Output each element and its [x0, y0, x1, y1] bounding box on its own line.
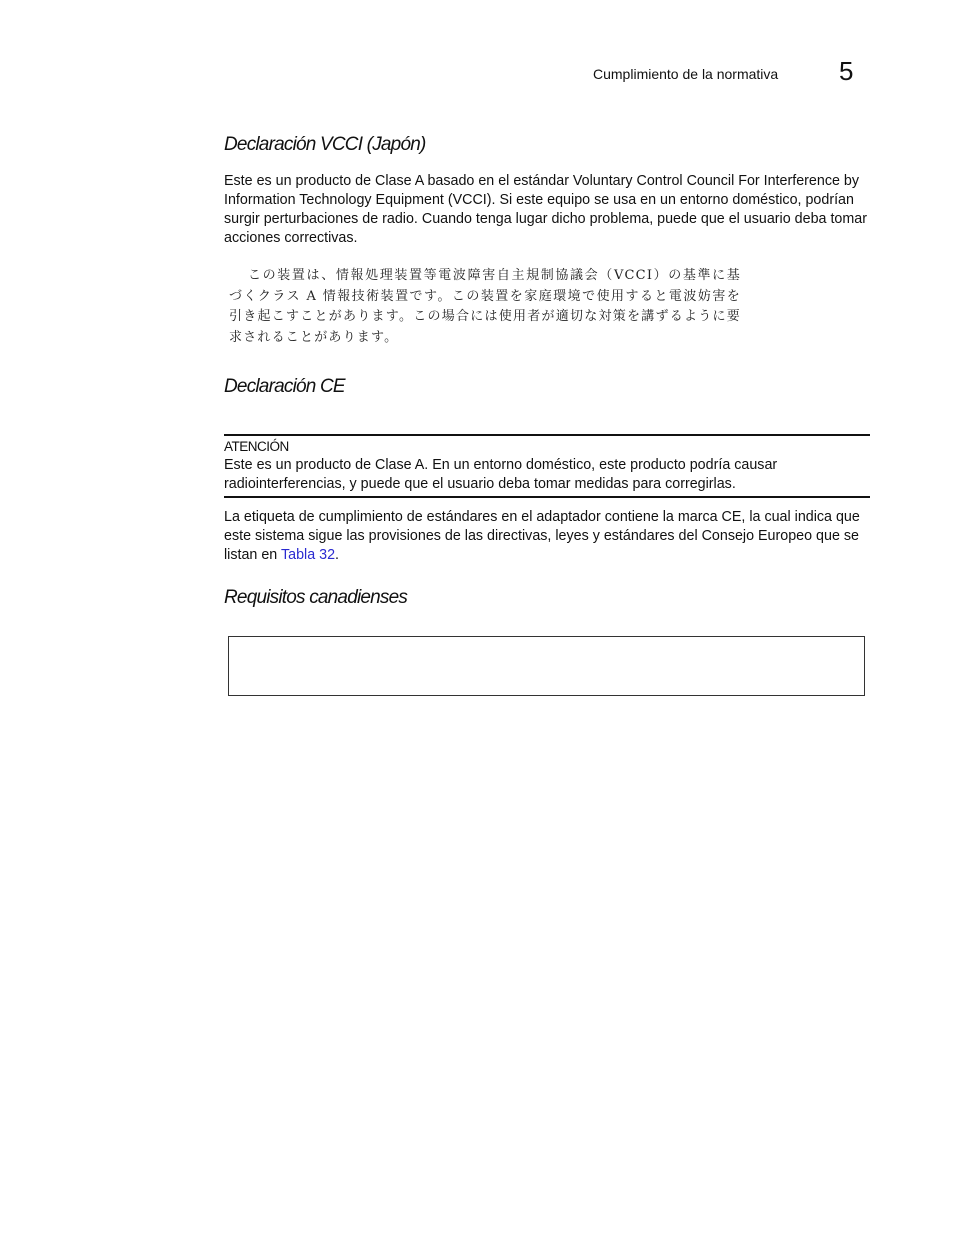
header-chapter-title: Cumplimiento de la normativa — [593, 66, 779, 82]
ce-heading: Declaración CE — [224, 376, 345, 397]
notice-label: ATENCIÓN — [224, 439, 289, 454]
ce-body — [224, 508, 870, 565]
canada-heading: Requisitos canadienses — [224, 587, 408, 608]
vcci-heading: Declaración VCCI (Japón) — [224, 134, 426, 155]
notice-text: Este es un producto de Clase A. En un entorno doméstico, este producto podría causar radiointerferencias, y puede que el usuario deba tomar medidas para corregirlas. — [224, 457, 778, 492]
notice-top-rule — [224, 434, 870, 436]
ce-body-text: La etiqueta de cumplimiento de estándares en el adaptador contiene la marca CE, la cual indica que este sistema sigue las provisiones de las directivas, leyes y estándares del Consejo Europeo que se listan en — [224, 509, 860, 563]
notice-bottom-rule — [224, 496, 870, 498]
empty-content-box — [228, 636, 865, 696]
table-32-link[interactable]: Tabla 32 — [280, 547, 336, 563]
vcci-japanese-statement: この装置は、情報処理装置等電波障害自主規制協議会（VCCI）の基準に基づくクラス A 情報技術装置です。この装置を家庭環境で使用すると電波妨害を引き起こすことがあります。この場合には使用者が適切な対策を講ずるように要求されることがあります。 — [229, 268, 741, 345]
ce-body-end: . — [335, 547, 340, 563]
vcci-body: Este es un producto de Clase A basado en el estándar Voluntary Control Council For Interference by Information Technology Equipment (VCCI). Si este equipo se usa en un entorno doméstico, podrían surgir perturbaciones de radio. Cuando tenga lugar dicho problema, puede que el usuario deba tomar acciones correctivas. — [224, 173, 867, 246]
header-chapter-number: 5 — [839, 56, 854, 86]
